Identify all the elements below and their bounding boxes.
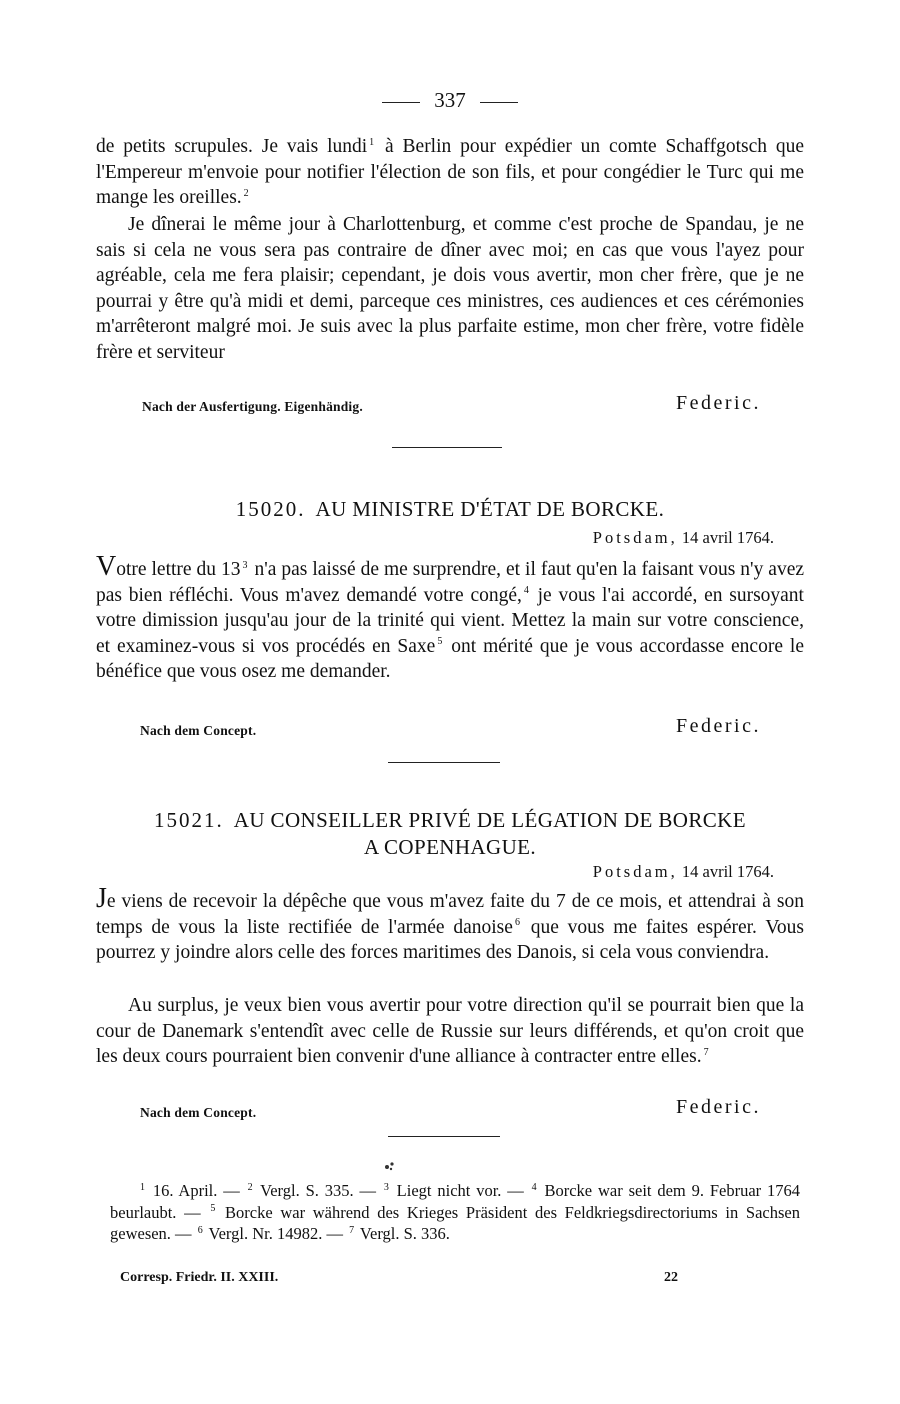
page-number-dash-left	[382, 102, 420, 103]
dateline-date: 14 avril 1764.	[681, 862, 774, 881]
footnote-ref: 3	[242, 559, 248, 571]
letter3-dateline	[420, 862, 774, 882]
dateline-place: Potsdam,	[592, 862, 678, 881]
text-run: ont mérité que je vous accordasse encore le bénéfice que vous osez me demander.	[96, 635, 804, 683]
footnote-marker: 5	[210, 1203, 216, 1214]
letter2-heading	[96, 497, 804, 522]
dateline-place: Potsdam,	[592, 528, 678, 547]
text-run: e viens de recevoir la dépêche que vous m'avez faite du 7 de ce mois, et attendrai à son temps de vous la liste rectifiée de l'armée danoise	[96, 891, 804, 938]
letter-title: AU MINISTRE D'ÉTAT DE BORCKE.	[315, 497, 665, 521]
drop-cap: V	[96, 551, 117, 582]
footnote-ref: 2	[243, 187, 249, 199]
page-number-text: 337	[434, 88, 466, 112]
text-run: Au surplus, je veux bien vous avertir pour votre direction qu'il se pourrait bien que la cour de Danemark s'entendît avec celle de Russie sur leurs différends, et qu'on croit que les deux cours pourraient bien convenir d'une alliance à contracter entre elles.	[96, 995, 804, 1068]
letter3-signature: Federic.	[676, 1096, 761, 1118]
text-run: otre lettre du 13	[116, 559, 241, 580]
footnote-ref: 6	[514, 917, 520, 929]
footnote-text: 16. April. —	[147, 1181, 246, 1200]
letter3-heading	[96, 808, 804, 833]
footnote-ref: 1	[369, 136, 375, 148]
section-divider	[392, 447, 502, 448]
letter2-dateline	[420, 528, 774, 548]
footnote-ref: 4	[523, 585, 529, 597]
section-divider	[388, 1136, 500, 1137]
letter2-signature: Federic.	[676, 715, 761, 737]
letter1-signature: Federic.	[676, 392, 761, 414]
footnote-text: Borcke war seit dem 9. Februar 1764 beurlaubt. —	[110, 1181, 800, 1222]
footnote-text: Vergl. Nr. 14982. —	[204, 1224, 348, 1243]
section-divider	[388, 762, 500, 763]
letter3-paragraph-2	[96, 993, 804, 1070]
footnote-marker: 6	[197, 1224, 203, 1236]
page-number-dash-right	[480, 102, 518, 103]
letter2-source-note: Nach dem Concept.	[140, 723, 257, 738]
footnote-marker: 2	[247, 1181, 253, 1193]
letter3-paragraph-1	[96, 883, 804, 966]
ornament-icon	[382, 1158, 398, 1174]
footnote-marker: 1	[140, 1181, 145, 1193]
footnotes	[110, 1180, 800, 1245]
footnote-marker: 7	[349, 1224, 355, 1236]
page-number	[0, 88, 900, 113]
text-run: n'a pas laissé de me surprendre, et il faut qu'en la faisant vous n'y avez pas bien réfléchi. Vous m'avez demandé votre congé,	[96, 559, 804, 606]
footnote-marker: 3	[383, 1181, 389, 1193]
footer-sheet-number: 22	[664, 1270, 678, 1285]
footnote-ref: 7	[703, 1046, 709, 1058]
letter1-paragraph-2: Je dînerai le même jour à Charlottenburg, et comme c'est proche de Spandau, je ne sais si cela ne vous sera pas contraire de dîner avec moi; en cas que vous l'ayez pour agréable, cela me fera plaisir; cependant, je dois vous avertir, mon cher frère, que je ne pourrai y être qu'à midi et demi, parceque ces ministres, ces audiences et ces cérémonies m'arrêteront malgré moi. Je suis avec la plus parfaite estime, mon cher frère, votre fidèle frère et serviteur	[96, 214, 804, 363]
text-run: de petits scrupules. Je vais lundi	[96, 136, 368, 157]
letter-title-line1: AU CONSEILLER PRIVÉ DE LÉGATION DE BORCKE	[233, 808, 746, 832]
letter-number: 15021.	[154, 808, 224, 832]
footnote-text: Liegt nicht vor. —	[390, 1181, 530, 1200]
footnote-text: Vergl. S. 335. —	[254, 1181, 382, 1200]
letter-number: 15020.	[235, 497, 306, 521]
letter2-body	[96, 551, 804, 685]
text-run: que vous me faites espérer. Vous pourrez y joindre alors celle des forces maritimes des Danois, si cela vous conviendra.	[96, 916, 804, 964]
drop-cap: J	[96, 883, 107, 914]
dateline-date: 14 avril 1764.	[681, 528, 774, 547]
footnote-text: Vergl. S. 336.	[356, 1224, 450, 1243]
letter3-source-note: Nach dem Concept.	[140, 1105, 257, 1120]
text-run: à Berlin pour expédier un comte Schaffgotsch que l'Empereur m'envoie pour notifier l'élection de son fils, et pour congédier le Turc qui me mange les oreilles.	[96, 136, 804, 209]
letter1-source-note: Nach der Ausfertigung. Eigenhändig.	[142, 399, 363, 414]
footer-citation: Corresp. Friedr. II. XXIII.	[120, 1270, 279, 1285]
footnote-marker: 4	[531, 1181, 537, 1193]
letter1-paragraph-1	[96, 134, 804, 211]
footnote-text: Borcke war während des Krieges Präsident des Feldkriegsdirectoriums in Sachsen gewesen. —	[110, 1202, 801, 1243]
text-run: je vous l'ai accordé, en sursoyant votre dimission jusqu'au jour de la trinité qui vient. Mettez la main sur votre conscience, et examinez-vous si vos procédés en Saxe	[96, 584, 804, 657]
letter3-heading-line2: A COPENHAGUE.	[363, 835, 537, 859]
footnote-ref: 5	[437, 636, 443, 648]
